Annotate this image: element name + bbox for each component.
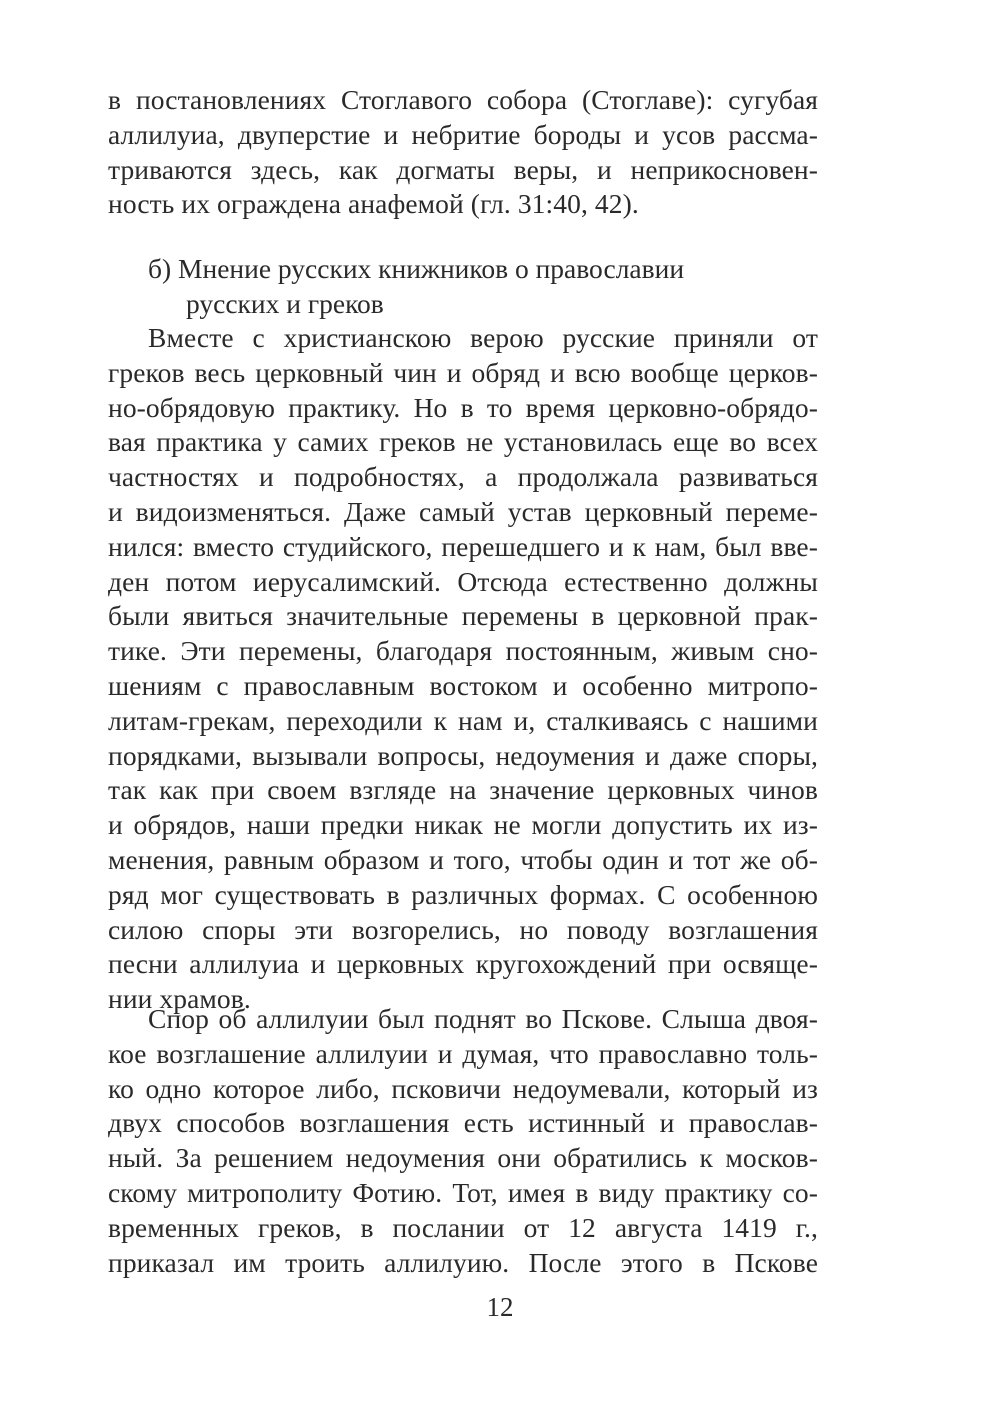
paragraph-line: менения, равным образом и того, чтобы один и тот же об- bbox=[108, 843, 818, 875]
paragraph-line: вая практика у самих греков не установилась еще во всех bbox=[108, 426, 818, 458]
paragraph-line: Вместе с христианскою верою русские приняли от bbox=[148, 322, 818, 353]
heading-line: б) Мнение русских книжников о православии bbox=[148, 253, 685, 284]
paragraph-line: и видоизменяться. Даже самый устав церковный переме- bbox=[108, 495, 818, 527]
paragraph-line: скому митрополиту Фотию. Тот, имея в виду практику со- bbox=[108, 1176, 818, 1208]
paragraph-line: триваются здесь, как догматы веры, и неприкосновен- bbox=[108, 153, 818, 185]
paragraph-line: и обрядов, наши предки никак не могли допустить их из- bbox=[108, 809, 818, 841]
paragraph-line: были явиться значительные перемены в церковной прак- bbox=[108, 600, 818, 632]
paragraph-line: литам-грекам, переходили к нам и, сталкиваясь с нашими bbox=[108, 704, 818, 736]
paragraph-line: тике. Эти перемены, благодаря постоянным, живым сно- bbox=[108, 635, 818, 667]
paragraph-line: двух способов возглашения есть истинный и православ- bbox=[108, 1107, 818, 1139]
paragraph-line: ряд мог существовать в различных формах. С особенною bbox=[108, 878, 818, 910]
paragraph-line: ность их ограждена анафемой (гл. 31:40, 42). bbox=[108, 188, 639, 220]
paragraph-line: аллилуиа, двуперстие и небритие бороды и усов рассма- bbox=[108, 118, 818, 150]
paragraph-line: так как при своем взгляде на значение церковных чинов bbox=[108, 774, 818, 806]
paragraph-line: песни аллилуиа и церковных кругохождений при освяще- bbox=[108, 948, 818, 980]
paragraph-1 bbox=[108, 83, 818, 222]
section-heading bbox=[148, 252, 828, 322]
paragraph-line: греков весь церковный чин и обряд и всю вообще церков- bbox=[108, 356, 818, 388]
heading-line: русских и греков bbox=[186, 287, 384, 319]
paragraph-line: Спор об аллилуии был поднят во Пскове. Слыша двоя- bbox=[148, 1003, 818, 1034]
paragraph-line: ко одно которое либо, псковичи недоумевали, который из bbox=[108, 1072, 818, 1104]
paragraph-2 bbox=[108, 321, 818, 1017]
paragraph-line: кое возглашение аллилуии и думая, что православно толь- bbox=[108, 1037, 818, 1069]
paragraph-line: шениям с православным востоком и особенно митропо- bbox=[108, 669, 818, 701]
paragraph-line: временных греков, в послании от 12 августа 1419 г., bbox=[108, 1211, 818, 1243]
paragraph-line: в постановлениях Стоглавого собора (Стоглаве): сугубая bbox=[108, 84, 818, 115]
paragraph-line: силою споры эти возгорелись, но поводу возглашения bbox=[108, 913, 818, 945]
paragraph-line: но-обрядовую практику. Но в то время церковно-обрядо- bbox=[108, 391, 818, 423]
paragraph-3 bbox=[108, 1002, 818, 1280]
paragraph-line: ный. За решением недоумения они обратились к москов- bbox=[108, 1142, 818, 1174]
paragraph-line: нился: вместо студийского, перешедшего и к нам, был вве- bbox=[108, 530, 818, 562]
paragraph-line: нии храмов. bbox=[108, 983, 251, 1015]
paragraph-line: приказал им троить аллилуию. После этого в Пскове bbox=[108, 1246, 818, 1278]
paragraph-line: ден потом иерусалимский. Отсюда естественно должны bbox=[108, 565, 818, 597]
paragraph-line: порядками, вызывали вопросы, недоумения и даже споры, bbox=[108, 739, 818, 771]
page-number: 12 bbox=[486, 1292, 514, 1322]
paragraph-line: частностях и подробностях, а продолжала развиваться bbox=[108, 461, 818, 493]
